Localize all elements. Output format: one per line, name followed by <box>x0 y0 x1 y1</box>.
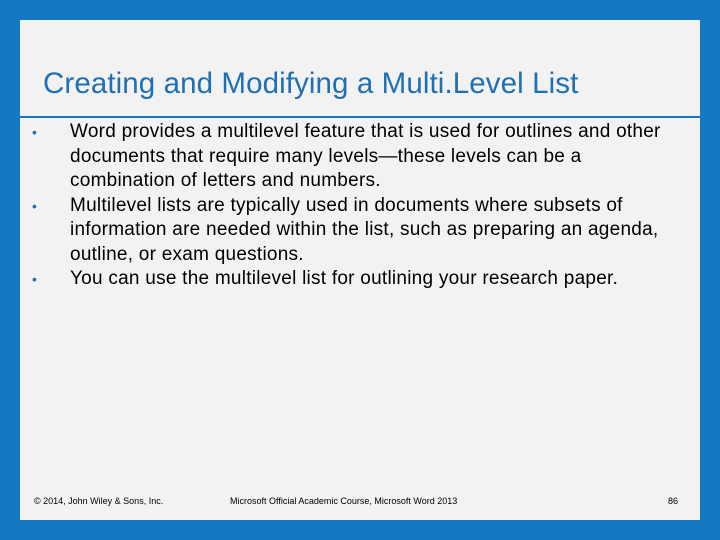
bullet-icon: • <box>32 197 38 214</box>
bullet-item <box>20 120 690 194</box>
slide <box>20 20 700 520</box>
footer-course: Microsoft Official Academic Course, Microsoft Word 2013 <box>230 496 458 506</box>
bullet-list <box>20 120 690 292</box>
page-number: 86 <box>667 496 678 506</box>
bullet-icon: • <box>32 271 38 287</box>
footer-copyright: © 2014, John Wiley & Sons, Inc. <box>34 496 164 506</box>
slide-title: Creating and Modifying a Multi.Level List <box>43 67 579 100</box>
bullet-item <box>20 267 690 292</box>
title-divider <box>20 116 700 118</box>
bullet-item <box>20 194 690 268</box>
bullet-icon: • <box>32 124 38 140</box>
bullet-text: Multilevel lists are typically used in documents where subsets of information are needed within the list, such as preparing an agenda, outline, or exam questions. <box>70 194 659 265</box>
bullet-text: Word provides a multilevel feature that is used for outlines and other documents that require many levels—these levels can be a combination of letters and numbers. <box>70 121 661 191</box>
bullet-text: You can use the multilevel list for outlining your research paper. <box>70 268 619 289</box>
